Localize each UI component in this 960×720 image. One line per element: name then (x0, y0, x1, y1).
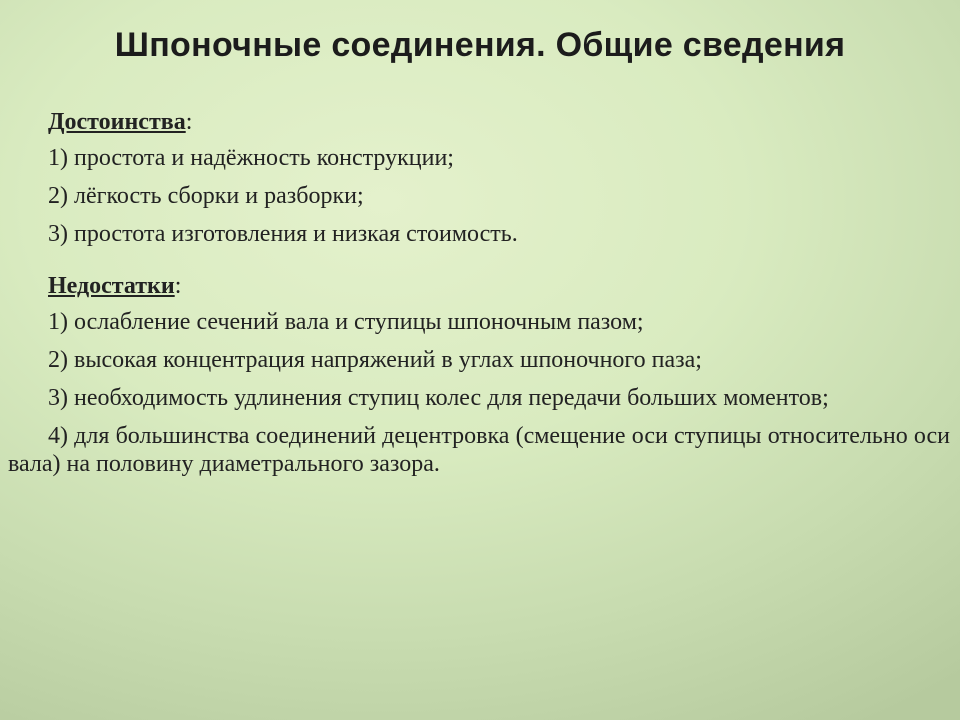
advantages-heading (48, 108, 950, 136)
advantages-heading-label: Достоинства (48, 109, 186, 135)
disadvantage-item-2: 2) высокая концентрация напряжений в углах шпоночного паза; (48, 347, 702, 373)
disadvantages-heading-label: Недостатки (48, 273, 175, 299)
disadvantage-item-3: 3) необходимость удлинения ступиц колес для передачи больших моментов; (48, 385, 829, 411)
slide-content (8, 108, 950, 488)
disadvantage-item-4: 4) для большинства соединений децентровка (смещение оси ступицы относительно оси вала) на половину диаметрального зазора. (8, 423, 950, 477)
advantage-item-1: 1) простота и надёжность конструкции; (48, 145, 454, 171)
disadvantages-heading-colon: : (174, 273, 182, 299)
advantages-heading-colon: : (185, 109, 193, 135)
advantage-item-3: 3) простота изготовления и низкая стоимость. (48, 221, 518, 247)
disadvantage-item-1: 1) ослабление сечений вала и ступицы шпоночным пазом; (48, 309, 644, 335)
slide-title: Шпоночные соединения. Общие сведения (114, 26, 846, 64)
disadvantages-heading (48, 272, 950, 300)
advantage-item-2: 2) лёгкость сборки и разборки; (48, 183, 364, 209)
